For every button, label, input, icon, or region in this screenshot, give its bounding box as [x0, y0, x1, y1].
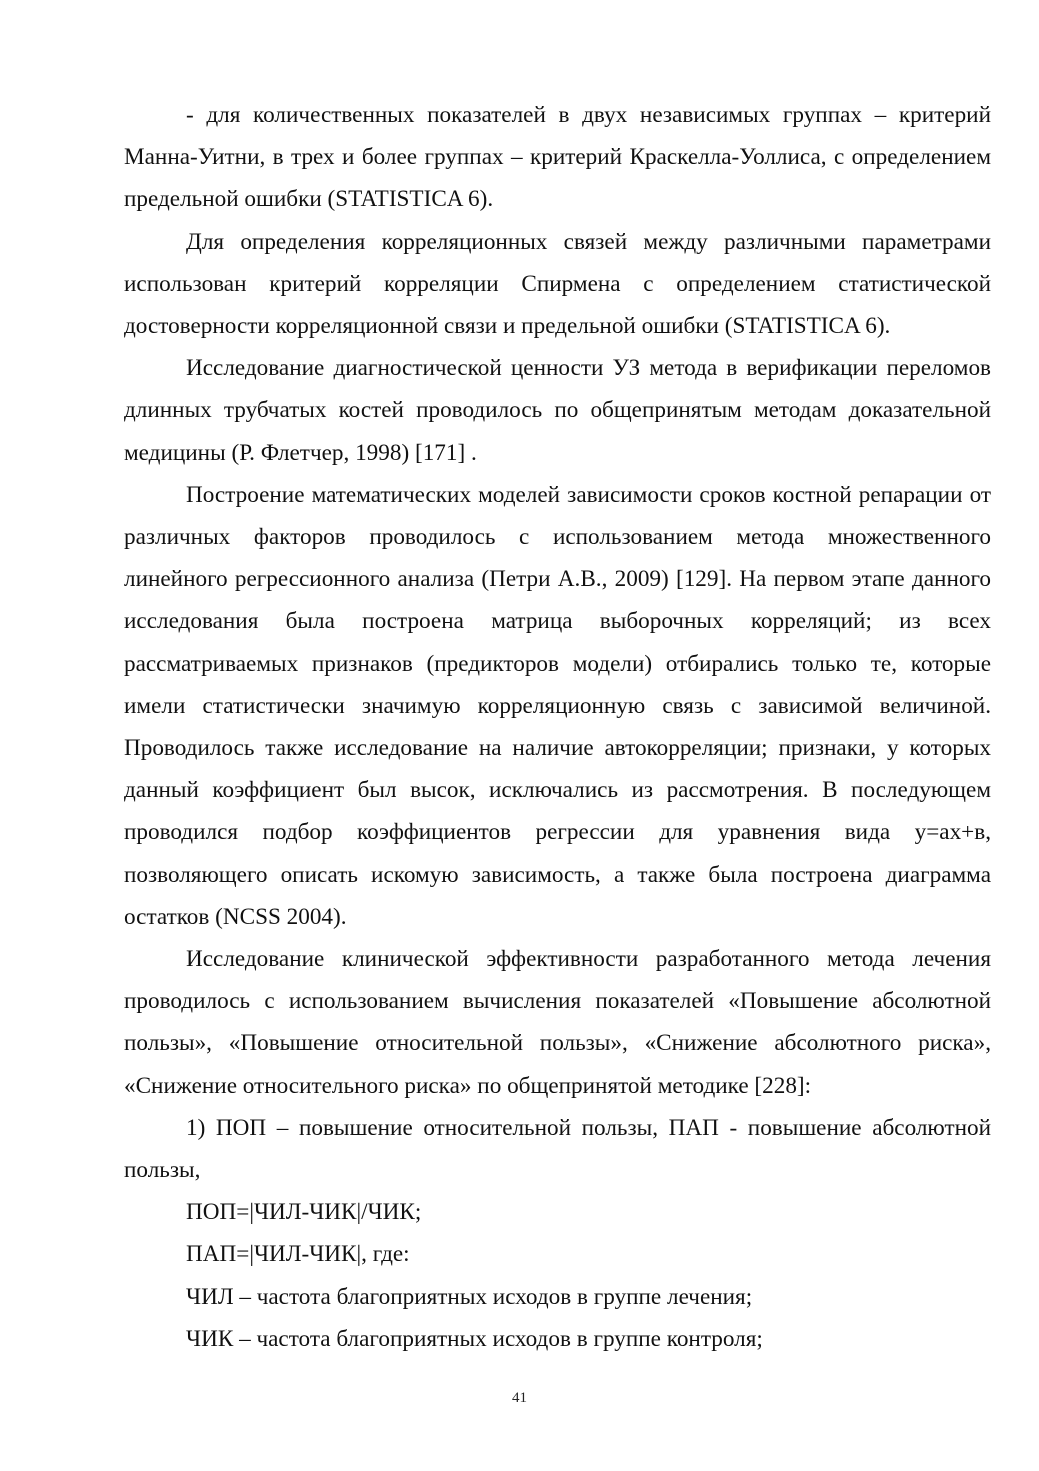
document-page [124, 94, 991, 1360]
formula-pap: ПАП=|ЧИЛ-ЧИК|, где: [186, 1241, 410, 1268]
paragraph-pop-pap-definition: 1) ПОП – повышение относительной пользы, ПАП - повышение абсолютной пользы, [124, 1114, 991, 1184]
paragraph-statistics-groups: - для количественных показателей в двух независимых группах – критерий Манна-Уитни, в трех и более группах – критерий Краскелла-Уоллиса, с определением предельной ошибки (STATISTICA 6). [124, 102, 991, 213]
page-number: 41 [512, 1390, 527, 1406]
paragraph-spearman-correlation: Для определения корреляционных связей между различными параметрами использован критерий корреляции Спирмена с определением статистической достоверности корреляционной связи и предельной ошибки (STATISTICA 6). [124, 228, 991, 340]
paragraph-ultrasound-diagnostics: Исследование диагностической ценности УЗ метода в верификации переломов длинных трубчатых костей проводилось по общепринятым методам доказательной медицины (Р. Флетчер, 1998) [171] . [124, 355, 991, 466]
definition-chil: ЧИЛ – частота благоприятных исходов в группе лечения; [186, 1283, 753, 1310]
paragraph-regression-models: Построение математических моделей зависимости сроков костной репарации от различных факторов проводилось с использованием метода множественного линейного регрессионного анализа (Петри А.В., 2009) [129]. На первом этапе данного исследования была построена матрица выборочных корреляций; из всех рассматриваемых признаков (предикторов модели) отбирались только те, которые имели статистически значимую корреляционную связь с зависимой величиной. Проводилось также исследование на наличие автокорреляции; признаки, у которых данный коэффициент был высок, исключались из рассмотрения. В последующем проводился подбор коэффициентов регрессии для уравнения вида у=ах+в, позволяющего описать искомую зависимость, а также была построена диаграмма остатков (NCSS 2004). [124, 481, 991, 930]
definition-chik: ЧИК – частота благоприятных исходов в группе контроля; [186, 1325, 763, 1352]
formula-pop: ПОП=|ЧИЛ-ЧИК|/ЧИК; [186, 1199, 422, 1226]
paragraph-clinical-efficiency: Исследование клинической эффективности разработанного метода лечения проводилось с использованием вычисления показателей «Повышение абсолютной пользы», «Повышение относительной пользы», «Снижение абсолютного риска», «Снижение относительного риска» по общепринятой методике [228]: [124, 946, 991, 1099]
